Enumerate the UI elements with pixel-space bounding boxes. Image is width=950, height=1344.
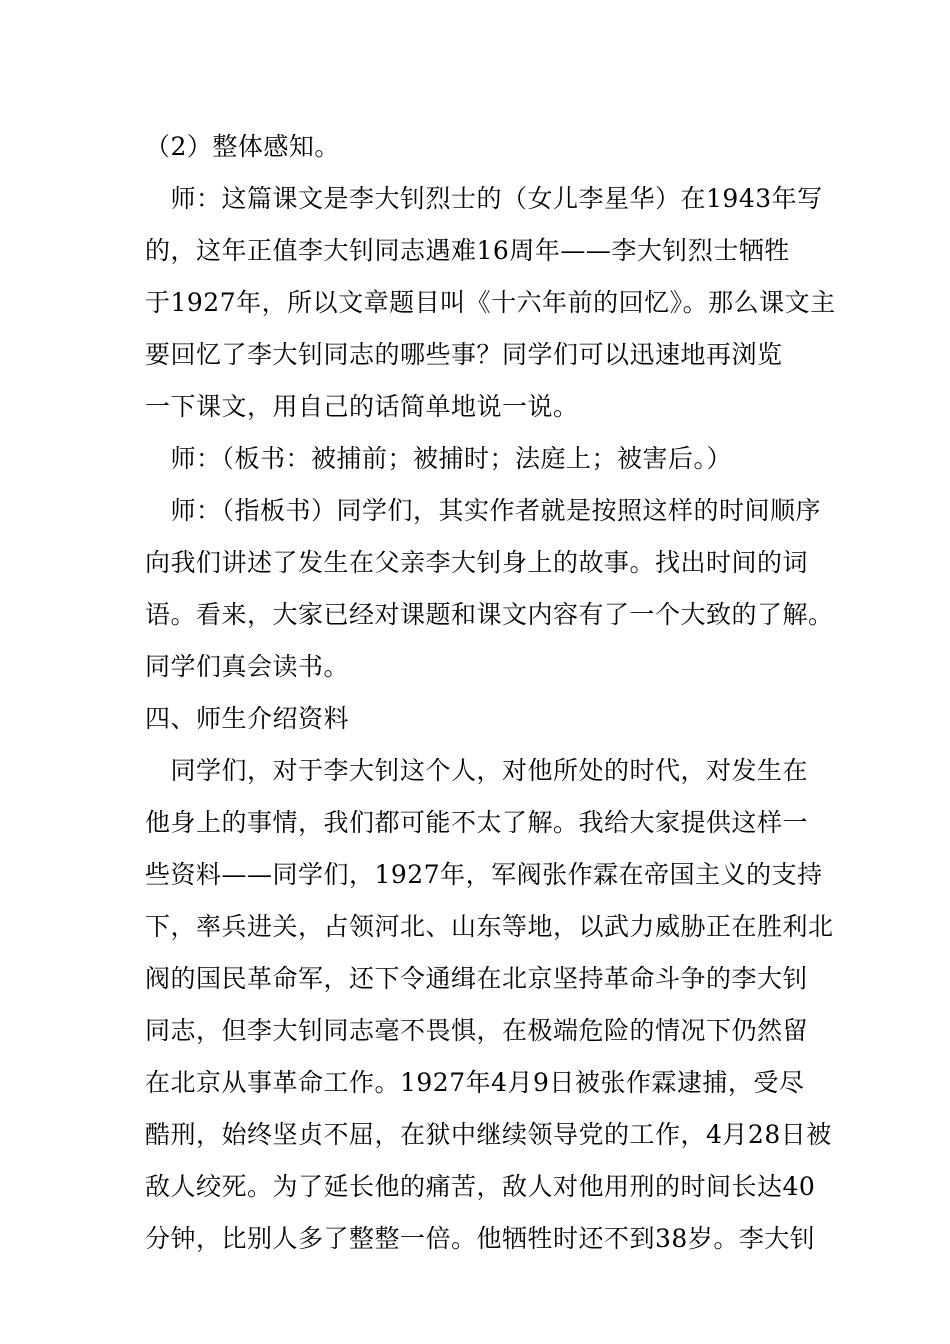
paragraph-line: 向我们讲述了发生在父亲李大钊身上的故事。找出时间的词 (145, 548, 809, 577)
paragraph-line: 下，率兵进关，占领河北、山东等地，以武力威胁正在胜利北 (145, 912, 834, 941)
paragraph-line: 在北京从事革命工作。1927年4月9日被张作霖逮捕，受尽 (145, 1068, 805, 1097)
paragraph-line: 师：这篇课文是李大钊烈士的（女儿李星华）在1943年写 (145, 184, 823, 213)
paragraph-line: 阀的国民革命军，还下令通缉在北京坚持革命斗争的李大钊 (145, 964, 809, 993)
paragraph-line: 的，这年正值李大钊同志遇难16周年——李大钊烈士牺牲 (145, 236, 790, 265)
section-heading-materials: 四、师生介绍资料 (145, 704, 350, 733)
section-heading-overall-perception: （2）整体感知。 (145, 132, 340, 161)
paragraph-line: 语。看来，大家已经对课题和课文内容有了一个大致的了解。 (145, 600, 834, 629)
paragraph-line-blackboard: 师：（板书：被捕前；被捕时；法庭上；被害后。） (145, 444, 733, 473)
paragraph-line: 同学们，对于李大钊这个人，对他所处的时代，对发生在 (145, 756, 809, 785)
paragraph-line: 师：（指板书）同学们，其实作者就是按照这样的时间顺序 (145, 496, 822, 525)
paragraph-line: 他身上的事情，我们都可能不太了解。我给大家提供这样一 (145, 808, 809, 837)
paragraph-line: 酷刑，始终坚贞不屈，在狱中继续领导党的工作，4月28日被 (145, 1120, 832, 1149)
paragraph-line: 敌人绞死。为了延长他的痛苦，敌人对他用刑的时间长达40 (145, 1172, 816, 1201)
paragraph-line: 分钟，比别人多了整整一倍。他牺牲时还不到38岁。李大钊 (145, 1224, 816, 1253)
paragraph-line: 同志，但李大钊同志毫不畏惧，在极端危险的情况下仍然留 (145, 1016, 809, 1045)
paragraph-line: 一下课文，用自己的话简单地说一说。 (145, 392, 579, 421)
paragraph-line: 些资料——同学们，1927年，军阀张作霖在帝国主义的支持 (145, 860, 823, 889)
paragraph-line: 于1927年，所以文章题目叫《十六年前的回忆》。那么课文主 (145, 288, 836, 317)
paragraph-line: 要回忆了李大钊同志的哪些事？同学们可以迅速地再浏览 (145, 340, 783, 369)
paragraph-line: 同学们真会读书。 (145, 652, 350, 681)
